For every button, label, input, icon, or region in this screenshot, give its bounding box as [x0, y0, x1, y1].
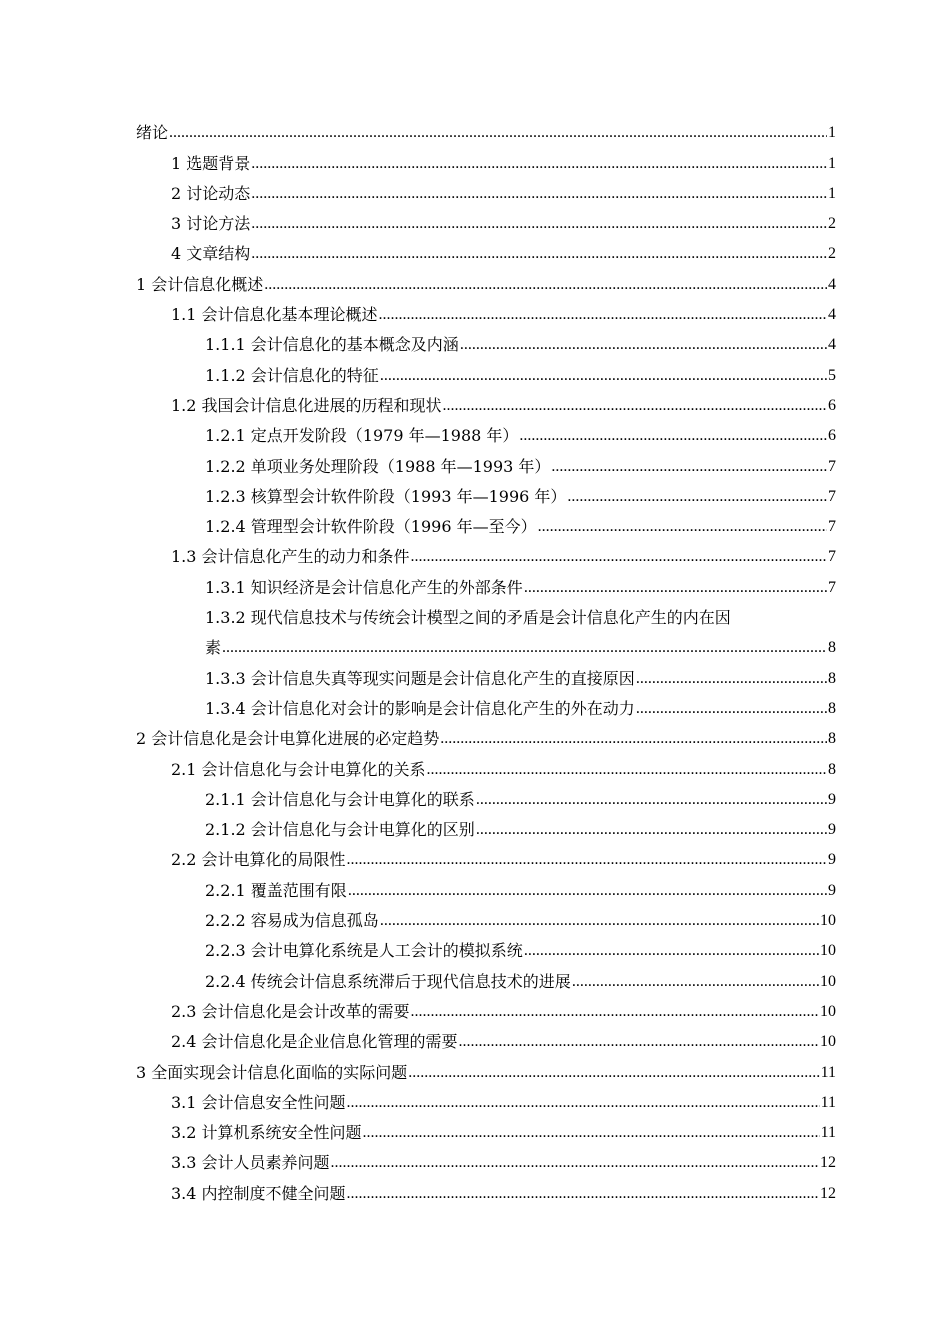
toc-page-number: 12 — [820, 1184, 836, 1202]
toc-page-number: 9 — [828, 821, 836, 839]
toc-entry-title: 3.3 会计人员素养问题 — [171, 1153, 330, 1173]
toc-page-number: 7 — [828, 548, 836, 566]
toc-page-number: 1 — [828, 124, 836, 142]
toc-page-number: 4 — [828, 336, 836, 354]
toc-page-number: 10 — [820, 1002, 836, 1020]
toc-entry-title: 3 全面实现会计信息化面临的实际问题 — [136, 1062, 408, 1082]
toc-leader-dots — [567, 487, 827, 507]
toc-entry[interactable] — [0, 480, 950, 510]
toc-leader-dots — [443, 396, 827, 416]
toc-leader-dots — [380, 911, 819, 931]
toc-leader-dots — [460, 335, 827, 355]
toc-entry-title: 3.4 内控制度不健全问题 — [171, 1183, 346, 1203]
toc-leader-dots — [251, 154, 827, 174]
toc-leader-dots — [222, 638, 827, 658]
toc-entry-title: 3.2 计算机系统安全性问题 — [171, 1123, 362, 1143]
toc-entry-title: 1.1.1 会计信息化的基本概念及内涵 — [205, 335, 459, 355]
toc-entry-title: 2.2.1 覆盖范围有限 — [205, 880, 347, 900]
toc-page-number: 2 — [828, 245, 836, 263]
toc-leader-dots — [636, 669, 827, 689]
toc-entry[interactable] — [0, 328, 950, 358]
toc-page-number: 10 — [820, 912, 836, 930]
toc-leader-dots — [459, 1032, 819, 1052]
toc-entry[interactable] — [0, 177, 950, 207]
toc-page-number: 10 — [820, 942, 836, 960]
toc-page-number: 7 — [828, 457, 836, 475]
toc-entry[interactable] — [0, 449, 950, 479]
toc-page-number: 6 — [828, 427, 836, 445]
toc-leader-dots — [347, 1093, 820, 1113]
toc-page-number: 10 — [820, 972, 836, 990]
toc-entry[interactable] — [0, 267, 950, 297]
toc-entry-title: 1.1.2 会计信息化的特征 — [205, 365, 379, 385]
toc-page-number: 8 — [828, 699, 836, 717]
toc-entry-title: 4 文章结构 — [171, 244, 251, 264]
toc-entry[interactable] — [0, 1086, 950, 1116]
toc-entry[interactable] — [0, 358, 950, 388]
toc-leader-dots — [636, 699, 827, 719]
toc-leader-dots — [524, 578, 827, 598]
toc-entry[interactable] — [0, 207, 950, 237]
toc-entry[interactable] — [0, 934, 950, 964]
toc-entry-title: 1.3 会计信息化产生的动力和条件 — [171, 547, 410, 567]
toc-entry[interactable] — [0, 904, 950, 934]
toc-entry-title: 1.2.4 管理型会计软件阶段（1996 年—至今） — [205, 517, 537, 537]
toc-entry-title: 2.1.1 会计信息化与会计电算化的联系 — [205, 789, 475, 809]
toc-entry-title: 1.2.2 单项业务处理阶段（1988 年—1993 年） — [205, 456, 551, 476]
toc-page-number: 6 — [828, 396, 836, 414]
toc-entry-title: 2.1 会计信息化与会计电算化的关系 — [171, 759, 426, 779]
toc-leader-dots — [411, 1002, 819, 1022]
toc-entry-title: 2.2.4 传统会计信息系统滞后于现代信息技术的进展 — [205, 971, 571, 991]
toc-leader-dots — [538, 517, 827, 537]
table-of-contents — [0, 116, 950, 1207]
toc-page-number: 9 — [828, 881, 836, 899]
toc-page-number: 9 — [828, 790, 836, 808]
toc-entry-title: 1.2 我国会计信息化进展的历程和现状 — [171, 395, 442, 415]
toc-leader-dots — [411, 547, 827, 567]
toc-entry-title: 素 — [205, 638, 222, 658]
toc-page-number: 5 — [828, 366, 836, 384]
toc-entry[interactable] — [0, 1146, 950, 1176]
toc-entry-title: 1.1 会计信息化基本理论概述 — [171, 305, 378, 325]
toc-page-number: 10 — [820, 1033, 836, 1051]
toc-page-number: 12 — [820, 1154, 836, 1172]
toc-page-number: 8 — [828, 760, 836, 778]
toc-entry[interactable] — [0, 995, 950, 1025]
toc-entry-title: 3 讨论方法 — [171, 214, 251, 234]
toc-entry-title: 2.1.2 会计信息化与会计电算化的区别 — [205, 820, 475, 840]
toc-leader-dots — [572, 972, 819, 992]
toc-entry-title: 绪论 — [136, 123, 169, 143]
toc-entry[interactable] — [0, 419, 950, 449]
toc-page-number: 8 — [828, 730, 836, 748]
toc-leader-dots — [251, 184, 827, 204]
toc-leader-dots — [347, 850, 827, 870]
toc-entry-title: 1 选题背景 — [171, 153, 251, 173]
toc-entry-title: 2.2 会计电算化的局限性 — [171, 850, 346, 870]
toc-entry[interactable] — [0, 116, 950, 146]
toc-entry[interactable] — [0, 873, 950, 903]
toc-page-number: 9 — [828, 851, 836, 869]
toc-entry[interactable] — [0, 540, 950, 570]
toc-entry[interactable] — [0, 389, 950, 419]
toc-leader-dots — [476, 820, 827, 840]
toc-leader-dots — [264, 275, 827, 295]
toc-leader-dots — [379, 305, 827, 325]
toc-entry-title: 2.4 会计信息化是企业信息化管理的需要 — [171, 1032, 458, 1052]
toc-entry[interactable] — [0, 146, 950, 176]
toc-entry[interactable] — [0, 237, 950, 267]
toc-entry[interactable] — [0, 298, 950, 328]
toc-leader-dots — [408, 1063, 819, 1083]
toc-leader-dots — [380, 366, 827, 386]
toc-leader-dots — [348, 881, 827, 901]
toc-page-number: 11 — [820, 1124, 836, 1142]
toc-leader-dots — [427, 760, 827, 780]
toc-page-number: 1 — [828, 184, 836, 202]
toc-page-number: 8 — [828, 639, 836, 657]
toc-entry-title: 1.3.4 会计信息化对会计的影响是会计信息化产生的外在动力 — [205, 698, 635, 718]
toc-page-number: 8 — [828, 669, 836, 687]
toc-page-number: 2 — [828, 215, 836, 233]
toc-entry-title: 2.2.3 会计电算化系统是人工会计的模拟系统 — [205, 941, 523, 961]
toc-leader-dots — [551, 457, 827, 477]
toc-entry[interactable] — [0, 570, 950, 600]
toc-entry-title: 1.2.3 核算型会计软件阶段（1993 年—1996 年） — [205, 486, 567, 506]
toc-page-number: 11 — [820, 1093, 836, 1111]
toc-entry[interactable] — [0, 1176, 950, 1206]
toc-page-number: 7 — [828, 578, 836, 596]
toc-page-number: 1 — [828, 154, 836, 172]
toc-leader-dots — [519, 426, 827, 446]
toc-entry-title: 1.3.1 知识经济是会计信息化产生的外部条件 — [205, 577, 523, 597]
toc-entry-title: 3.1 会计信息安全性问题 — [171, 1092, 346, 1112]
toc-entry[interactable] — [0, 843, 950, 873]
toc-entry-title: 2 讨论动态 — [171, 183, 251, 203]
toc-entry[interactable] — [0, 783, 950, 813]
toc-entry[interactable] — [0, 510, 950, 540]
toc-page-number: 11 — [820, 1063, 836, 1081]
toc-leader-dots — [347, 1184, 819, 1204]
toc-entry[interactable] — [0, 722, 950, 752]
toc-entry-title: 1 会计信息化概述 — [136, 274, 264, 294]
toc-page-number: 4 — [828, 306, 836, 324]
toc-entry[interactable] — [0, 601, 950, 631]
toc-entry[interactable] — [0, 1055, 950, 1085]
toc-leader-dots — [251, 214, 827, 234]
toc-entry-title: 2.3 会计信息化是会计改革的需要 — [171, 1001, 410, 1021]
toc-entry[interactable] — [0, 1116, 950, 1146]
toc-leader-dots — [524, 941, 819, 961]
toc-page-number: 7 — [828, 487, 836, 505]
toc-entry-title: 1.3.2 现代信息技术与传统会计模型之间的矛盾是会计信息化产生的内在因 — [205, 608, 731, 628]
toc-entry[interactable] — [0, 964, 950, 994]
toc-entry-title: 2.2.2 容易成为信息孤岛 — [205, 911, 379, 931]
toc-entry-title: 1.2.1 定点开发阶段（1979 年—1988 年） — [205, 426, 519, 446]
toc-entry-title: 1.3.3 会计信息失真等现实问题是会计信息化产生的直接原因 — [205, 668, 635, 688]
toc-entry-title: 2 会计信息化是会计电算化进展的必定趋势 — [136, 729, 440, 749]
toc-leader-dots — [476, 790, 827, 810]
toc-leader-dots — [440, 729, 827, 749]
toc-entry[interactable] — [0, 631, 950, 661]
toc-leader-dots — [363, 1123, 820, 1143]
toc-leader-dots — [251, 244, 827, 264]
toc-entry[interactable] — [0, 813, 950, 843]
toc-entry[interactable] — [0, 661, 950, 691]
toc-entry[interactable] — [0, 752, 950, 782]
toc-page-number: 4 — [828, 275, 836, 293]
toc-leader-dots — [331, 1153, 819, 1173]
toc-entry[interactable] — [0, 1025, 950, 1055]
toc-page-number: 7 — [828, 518, 836, 536]
toc-entry[interactable] — [0, 692, 950, 722]
toc-leader-dots — [169, 123, 827, 143]
